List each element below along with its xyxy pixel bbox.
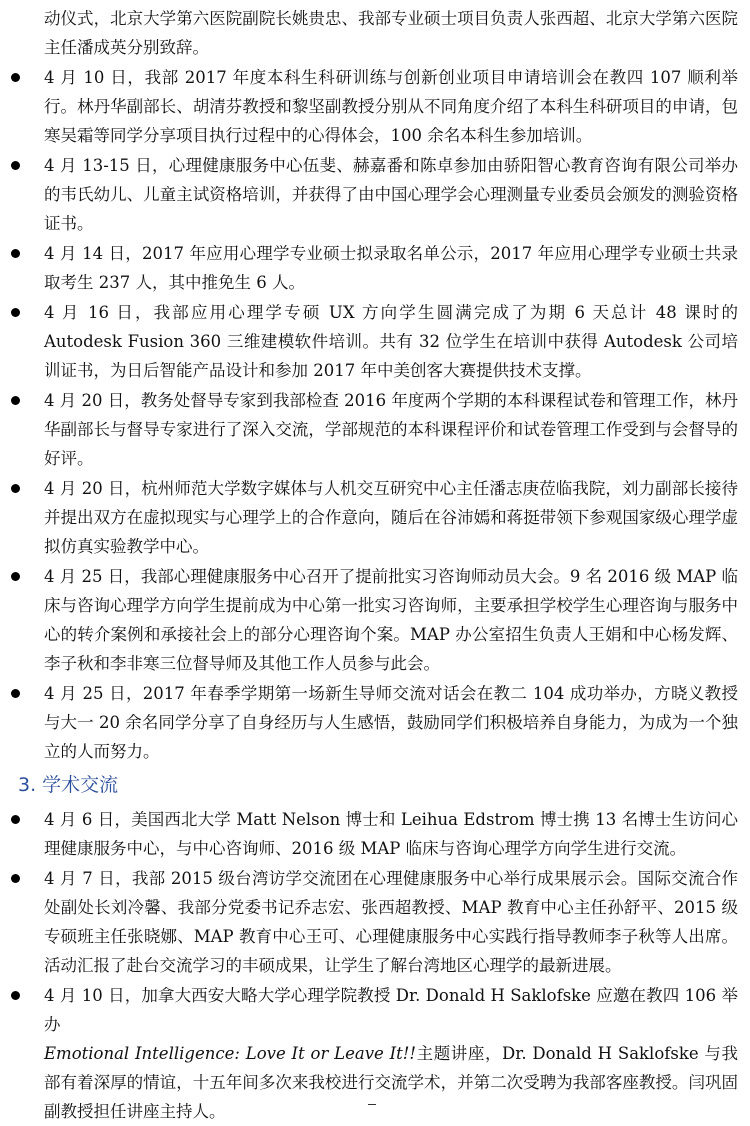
list-item	[0, 239, 750, 297]
list-item	[0, 679, 750, 766]
section-heading	[18, 771, 750, 799]
bullet-icon	[11, 249, 20, 258]
bullet-icon	[11, 991, 20, 1000]
list-item-text: 4 月 20 日，教务处督导专家到我部检查 2016 年度两个学期的本科课程试卷和管理工作，林丹华副部长与督导专家进行了深入交流，学部规范的本科课程评价和试卷管理工作受到与会督导的好评。	[44, 391, 738, 468]
list-item-text: 4 月 7 日，我部 2015 级台湾访学交流团在心理健康服务中心举行成果展示会。国际交流合作处副处长刘冷馨、我部分党委书记乔志宏、张西超教授、MAP 教育中心主任孙舒平、2015 级专硕班主任张晓娜、MAP 教育中心王可、心理健康服务中心实践行指导教师李子秋等人出席。活动汇报了赴台交流学习的丰硕成果，让学生了解台湾地区心理学的最新进展。	[44, 869, 738, 975]
list-item	[0, 151, 750, 238]
section-title: 学术交流	[42, 774, 119, 796]
exchange-list	[0, 805, 750, 1126]
list-item	[0, 562, 750, 678]
bullet-icon	[11, 689, 20, 698]
bullet-icon	[11, 572, 20, 581]
list-item-text: 4 月 13-15 日，心理健康服务中心伍斐、赫嘉番和陈卓参加由骄阳智心教育咨询有限公司举办的韦氏幼儿、儿童主试资格培训，并获得了由中国心理学会心理测量专业委员会颁发的测验资格证书。	[44, 156, 738, 233]
bullet-icon	[11, 874, 20, 883]
list-item-text: 4 月 25 日，2017 年春季学期第一场新生导师交流对话会在教二 104 成功举办，方晓义教授与大一 20 余名同学分享了自身经历与人生感悟，鼓励同学们积极培养自身能力，为成为一个独立的人而努力。	[44, 684, 738, 761]
bullet-icon	[11, 308, 20, 317]
list-item	[0, 386, 750, 473]
list-item	[0, 63, 750, 150]
list-item	[0, 298, 750, 385]
list-item-text: 4 月 25 日，我部心理健康服务中心召开了提前批实习咨询师动员大会。9 名 2016 级 MAP 临床与咨询心理学方向学生提前成为中心第一批实习咨询师，主要承担学校学生心理咨询与服务中心的转介案例和承接社会上的部分心理咨询个案。MAP 办公室招生负责人王娟和中心杨发辉、李子秋和李非寒三位督导师及其他工作人员参与此会。	[44, 567, 738, 673]
list-item-text: 4 月 16 日，我部应用心理学专硕 UX 方向学生圆满完成了为期 6 天总计 48 课时的 Autodesk Fusion 360 三维建模软件培训。共有 32 位学生在培训中获得 Autodesk 公司培训证书，为日后智能产品设计和参加 2017 年中美创客大赛提供技术支撑。	[44, 303, 738, 380]
bullet-icon	[11, 815, 20, 824]
continued-paragraph: 动仪式，北京大学第六医院副院长姚贵忠、我部专业硕士项目负责人张西超、北京大学第六医院主任潘成英分别致辞。	[44, 9, 738, 57]
list-item-text: 4 月 20 日，杭州师范大学数字媒体与人机交互研究中心主任潘志庚莅临我院，刘力副部长接待并提出双方在虚拟现实与心理学上的合作意向，随后在谷沛嫣和蒋挺带领下参观国家级心理学虚拟仿真实验教学中心。	[44, 479, 738, 556]
bullet-icon	[11, 161, 20, 170]
bullet-icon	[11, 396, 20, 405]
section-number: 3.	[18, 774, 37, 796]
lecture-details: 主题讲座，Dr. Donald H Saklofske 与我部有着深厚的情谊，十五年间多次来我校进行交流学术，并第二次受聘为我部客座教授。闫巩固副教授担任讲座主持人。	[44, 1044, 738, 1121]
list-item-text: 4 月 10 日，我部 2017 年度本科生科研训练与创新创业项目申请培训会在教四 107 顺利举行。林丹华副部长、胡清芬教授和黎坚副教授分别从不同角度介绍了本科生科研项目的申请，包寒吴霜等同学分享项目执行过程中的心得体会，100 余名本科生参加培训。	[44, 68, 738, 145]
page-number-mark	[368, 1104, 376, 1109]
bullet-icon	[11, 484, 20, 493]
list-item-text: 4 月 14 日，2017 年应用心理学专业硕士拟录取名单公示，2017 年应用心理学专业硕士共录取考生 237 人，其中推免生 6 人。	[44, 244, 738, 292]
list-item	[0, 805, 750, 863]
lecture-intro: 4 月 10 日，加拿大西安大略大学心理学院教授 Dr. Donald H Saklofske 应邀在教四 106 举办	[44, 986, 738, 1034]
bullet-icon	[11, 73, 20, 82]
events-list	[0, 63, 750, 766]
list-item	[0, 864, 750, 980]
list-item-text: 4 月 6 日，美国西北大学 Matt Nelson 博士和 Leihua Edstrom 博士携 13 名博士生访问心理健康服务中心，与中心咨询师、2016 级 MAP 临床与咨询心理学方向学生进行交流。	[44, 810, 738, 858]
list-item	[0, 474, 750, 561]
lecture-title: Emotional Intelligence: Love It or Leave It!!	[44, 1044, 417, 1063]
